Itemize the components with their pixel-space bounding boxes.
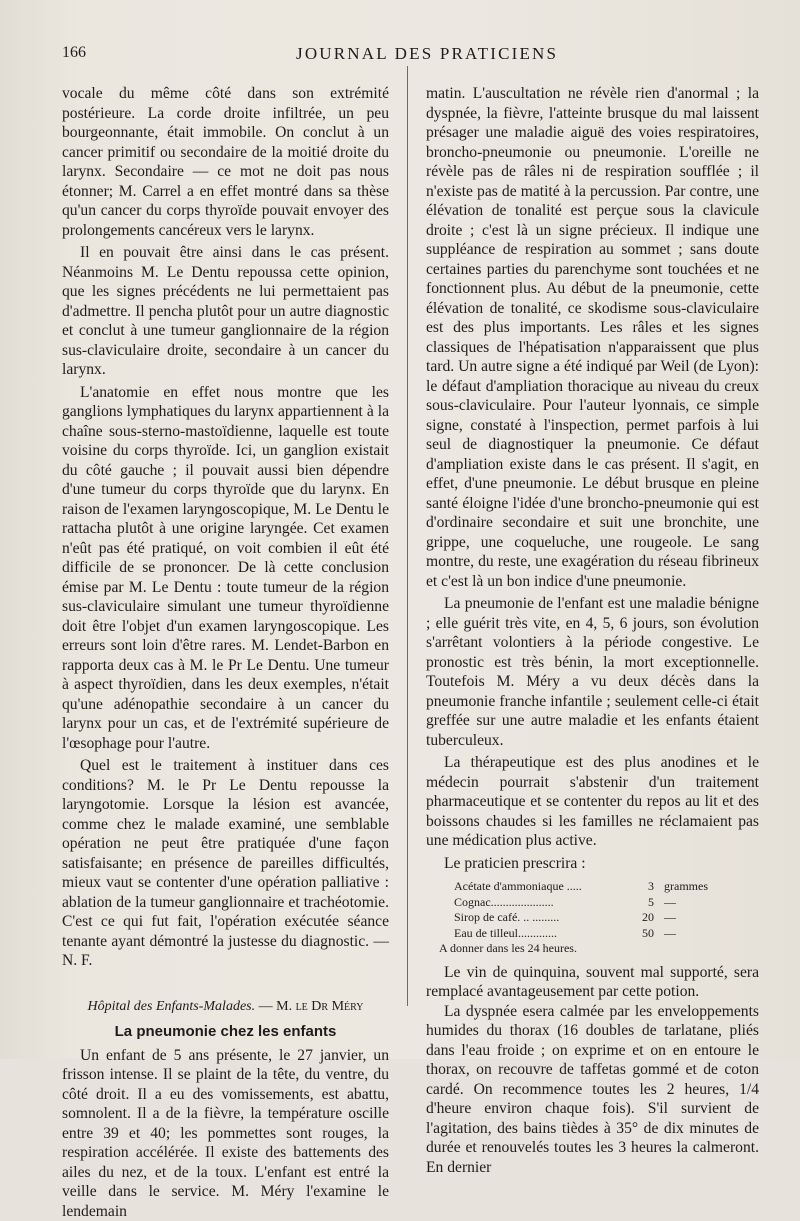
rx-item: Acétate d'ammoniaque ..... [454, 879, 624, 895]
paragraph: La dyspnée esera calmée par les enveloppements humides du thorax (16 doubles de tarlatane, pliés dans l'eau froide ; on exprime et on en entoure le thorax, on recouvre de taffetas gommé et de coton cardé. On recommence toutes les 2 heures, 1/4 d'heure environ chaque fois). S'il survient de l'agitation, des bains tièdes à 35° de dix minutes de durée et renouvelés toutes les 3 heures la calmeront. En dernier [426, 1002, 759, 1178]
journal-title: JOURNAL DES PRATICIENS [296, 44, 558, 64]
column-divider [407, 66, 408, 1006]
paragraph: La thérapeutique est des plus anodines et le médecin pourrait s'abstenir d'un traitement pharmaceutique et se contenter du repos au lit et des boissons chaudes si les familles ne réclamaient pas une médication plus active. [426, 753, 759, 851]
rx-quantity: 3 [624, 879, 654, 895]
prescription-note: A donner dans les 24 heures. [439, 941, 759, 957]
rx-quantity: 5 [624, 895, 654, 911]
hospital-name: Hôpital des Enfants-Malades. [88, 999, 256, 1014]
rx-item: Sirop de café. .. ......... [454, 910, 624, 926]
page-number: 166 [62, 44, 86, 62]
rx-item: Eau de tilleul............. [454, 926, 624, 942]
paragraph: Quel est le traitement à instituer dans ces conditions? M. le Pr Le Dentu repousse la laryngotomie. Lorsque la lésion est avancée, comme chez le malade examiné, une semblable opération ne peut être pratiquée d'une façon satisfaisante; en présence de pareilles difficultés, mieux vaut se contenter d'une opération palliative : ablation de la tumeur ganglionnaire et trachéotomie. C'est ce qui fut fait, l'opération exécutée séance tenante ayant démontré la justesse du diagnostic. — N. F. [62, 756, 389, 971]
paragraph: La pneumonie de l'enfant est une maladie bénigne ; elle guérit très vite, en 4, 5, 6 jours, son évolution s'arrêtant volontiers à la période congestive. Le pronostic est très bénin, la mort exceptionnelle. Toutefois M. Méry a vu deux décès dans la pneumonie franche infantile ; seulement celle-ci était greffée sur une autre maladie et les enfants étaient tuberculeux. [426, 594, 759, 750]
right-column [426, 84, 759, 1177]
running-header [62, 44, 800, 66]
paragraph: Un enfant de 5 ans présente, le 27 janvier, un frisson intense. Il se plaint de la tête, du ventre, du côté droit. Il a eu des vomissements, est abattu, somnolent. Il a de la fièvre, la température oscille entre 39 et 40; les pommettes sont rouges, la respiration accélérée. Il existe des battements des ailes du nez, et de la toux. L'enfant est entré la veille dans le service. M. Méry l'examine le lendemain [62, 1046, 389, 1221]
rx-quantity: 20 [624, 910, 654, 926]
left-column [62, 84, 389, 1221]
rx-unit: — [654, 910, 676, 926]
article-title: La pneumonie chez les enfants [62, 1022, 389, 1042]
prescription-table [454, 879, 759, 957]
paragraph: vocale du même côté dans son extrémité postérieure. La corde droite infiltrée, un peu bourgeonnante, était immobile. On conclut à un cancer primitif ou secondaire de la moitié droite du larynx. Secondaire — ce mot ne doit pas nous étonner; M. Carrel a en effet montré dans sa thèse qu'un cancer du corps thyroïde pouvait envoyer des prolongements cancéreux vers le larynx. [62, 84, 389, 240]
paragraph: Il en pouvait être ainsi dans le cas présent. Néanmoins M. Le Dentu repoussa cette opinion, que les signes précédents ne lui permettaient pas d'admettre. Il pencha plutôt pour un autre diagnostic et conclut à une tumeur ganglionnaire de la région sus-claviculaire droite, secondaire à un cancer du larynx. [62, 243, 389, 380]
rx-unit: grammes [654, 879, 708, 895]
rx-quantity: 50 [624, 926, 654, 942]
rx-unit: — [654, 895, 676, 911]
prescription-row [454, 926, 759, 942]
paragraph: Le praticien prescrira : [426, 854, 759, 874]
paragraph: L'anatomie en effet nous montre que les ganglions lymphatiques du larynx appartiennent à la chaîne sous-sterno-mastoïdienne, laquelle est toute voisine du corps thyroïde. Ici, un ganglion existait du côté gauche ; il pouvait aussi bien dépendre d'une tumeur du corps thyroïde que du larynx. En raison de l'examen laryngoscopique, M. Le Dentu le rattacha plutôt à une origine laryngée. Cet examen n'eût pas été pratiqué, on voit combien il eût été difficile de se prononcer. De là cette conclusion émise par M. Le Dentu : toute tumeur de la région sus-claviculaire simulant une tumeur thyroïdienne doit être l'objet d'un examen laryngoscopique. Les erreurs sont loin d'être rares. M. Lendet-Barbon en rapporta deux cas à M. le Pr Le Dentu. Une tumeur à aspect thyroïdien, dans les deux exemples, n'était qu'une adénopathie secondaire à un cancer du larynx pour un cas, et de l'extrémité supérieure de l'œsophage pour l'autre. [62, 383, 389, 754]
prescription-row [454, 895, 759, 911]
prescription-row [454, 879, 759, 895]
rx-unit: — [654, 926, 676, 942]
prescription-row [454, 910, 759, 926]
author-name: — M. le Dr Méry [259, 999, 364, 1014]
article-kicker [62, 997, 389, 1017]
rx-item: Cognac..................... [454, 895, 624, 911]
paragraph: matin. L'auscultation ne révèle rien d'anormal ; la dyspnée, la fièvre, l'atteinte brusque du mal laissent présager une maladie aiguë des voies respiratoires, broncho-pneumonie ou pneumonie. L'oreille ne révèle pas de râles ni de respiration soufflée ; il n'existe pas de matité à la percussion. Par contre, une élévation de tonalité est perçue sous la clavicule droite ; c'est là un signe précieux. Il indique une suppléance de respiration au sommet ; sans doute certaines parties du parenchyme sont touchées et ne fonctionnent plus. Au début de la pneumonie, cette élévation de tonalité, ce skodisme sous-claviculaire est des plus importants. Les râles et les signes classiques de l'hépatisation n'apparaissent que plus tard. Un autre signe a été indiqué par Weil (de Lyon): le défaut d'ampliation thoracique au niveau du creux sous-claviculaire. Pour l'auteur lyonnais, ce simple signe, constaté à l'inspection, permet parfois à lui seul de diagnostiquer la pneumonie. Ce défaut d'ampliation existe dans le cas présent. Il s'agit, en effet, d'une pneumonie. Le début brusque en pleine santé éloigne l'idée d'une broncho-pneumonie qui est d'ordinaire secondaire et suit une bronchite, une grippe, une coqueluche, une rougeole. Le sang montre, du reste, une exagération du réseau fibrineux et c'est là un bon indice d'une pneumonie. [426, 84, 759, 591]
paragraph: Le vin de quinquina, souvent mal supporté, sera remplacé avantageusement par cette potion. [426, 963, 759, 1002]
